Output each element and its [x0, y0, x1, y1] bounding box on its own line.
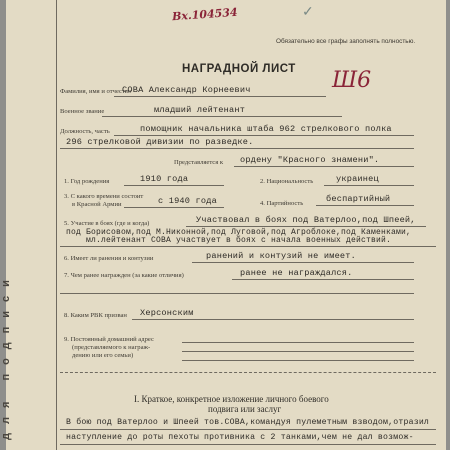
position-underline2 — [60, 148, 414, 149]
name-label: Фамилия, имя и отчество — [60, 88, 132, 95]
field-3-label-line1: 3. С какого времени состоит — [64, 193, 144, 200]
field-4-label: 4. Партийность — [260, 200, 304, 207]
left-margin-rule — [56, 0, 57, 450]
field-7-label: 7. Чем ранее награжден (за какие отличия) — [64, 272, 184, 279]
position-value-line1: помощник начальника штаба 962 стрелкового полка — [140, 124, 392, 134]
checkmark-icon: ✓ — [302, 5, 314, 20]
field-9-underline3 — [182, 360, 414, 361]
field-6-value: ранений и контузий не имеет. — [206, 251, 356, 261]
notice-text: Обязательно все графы заполнять полностью. — [276, 38, 416, 45]
position-underline1 — [114, 135, 414, 136]
field-1-underline — [124, 185, 224, 186]
rank-underline — [102, 116, 342, 117]
handwritten-mark: Ш6 — [332, 68, 372, 93]
position-value-line2: 296 стрелковой дивизии по разведке. — [66, 137, 254, 147]
field-9-underline1 — [182, 342, 414, 343]
field-1-label: 1. Год рождения — [64, 178, 110, 185]
section-underline1 — [60, 429, 436, 430]
field-2-label: 2. Национальность — [260, 178, 314, 185]
field-5-label: 5. Участие в боях (где и когда) — [64, 220, 150, 227]
field-7-value: ранее не награждался. — [240, 268, 353, 278]
field-2-value: украинец — [336, 174, 379, 184]
field-5-underline2 — [60, 246, 436, 247]
field-8-value: Херсонским — [140, 308, 194, 318]
name-underline — [114, 96, 326, 97]
section-body-line1: В бою под Ватерлоо и Шпеей тов.СОВА,командуя пулеметным взводом,отразил — [66, 418, 430, 427]
field-4-value: беспартийный — [326, 194, 391, 204]
field-7-underline — [232, 279, 414, 280]
presented-underline — [234, 166, 414, 167]
field-1-value: 1910 года — [140, 174, 189, 184]
field-9-label-line1: 9. Постоянный домашний адрес — [64, 336, 154, 343]
field-8-underline — [132, 319, 414, 320]
field-3-label-line2: в Красной Армии — [72, 201, 122, 208]
rank-value: младший лейтенант — [154, 105, 246, 115]
field-5-underline1 — [186, 226, 426, 227]
presented-label: Представляется к — [174, 159, 224, 166]
section-title-line1: I. Краткое, конкретное изложение личного боевого — [134, 394, 329, 404]
rank-label: Военное звание — [60, 108, 105, 115]
position-label: Должность, часть — [60, 128, 110, 135]
field-9-label-line3: дению или его семьи) — [72, 352, 134, 359]
section-underline2 — [60, 444, 436, 445]
field-6-label: 6. Имеет ли ранения и контузии — [64, 255, 154, 262]
field-7-underline2 — [60, 293, 414, 294]
field-4-underline — [316, 205, 414, 206]
field-9-label-line2: (представляемого к награж- — [72, 344, 151, 351]
section-title-line2: подвига или заслуг — [208, 404, 282, 414]
field-6-underline — [192, 262, 414, 263]
document-title: НАГРАДНОЙ ЛИСТ — [182, 63, 296, 75]
field-5-value-line2: под Борисовом,под М.Никонной,под Луговой,под Агроблоке,под Каменками, — [66, 228, 412, 237]
archive-number: Вх.104534 — [171, 5, 238, 24]
section-separator — [60, 372, 436, 373]
section-body-line2: наступление до роты пехоты противника с 2 танками,чем не дал возмож- — [66, 433, 414, 442]
field-5-value-line3: мл.лейтенант СОВА участвует в боях с начала военных действий. — [86, 236, 392, 245]
name-value: СОВА Александр Корнеевич — [122, 85, 251, 95]
field-3-underline — [124, 207, 224, 208]
presented-value: ордену "Красного знамени". — [240, 155, 380, 165]
field-3-value: с 1940 года — [158, 196, 217, 206]
field-2-underline — [324, 185, 414, 186]
field-9-underline2 — [182, 351, 414, 352]
margin-signature-label: для подписи — [0, 271, 12, 440]
field-5-value-line1: Участвовал в боях под Ватерлоо,под Шпеей, — [196, 215, 416, 225]
field-8-label: 8. Каким РВК призван — [64, 312, 127, 319]
